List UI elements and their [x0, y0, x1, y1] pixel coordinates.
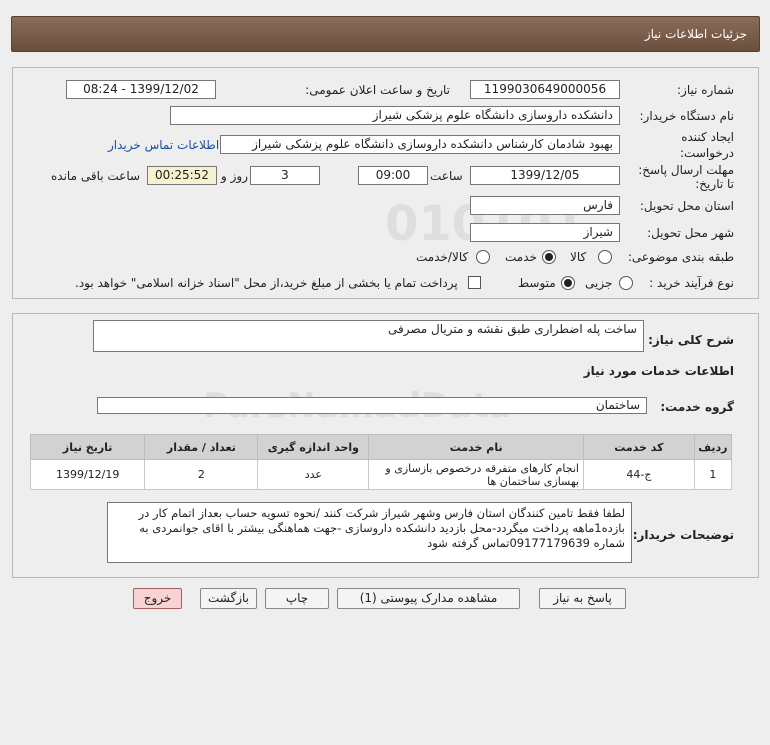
process-option-medium: متوسط	[518, 276, 556, 290]
remaining-label: ساعت باقی مانده	[51, 169, 141, 183]
table-header-row	[31, 435, 732, 460]
page-header	[11, 16, 760, 52]
page-title: جزئیات اطلاعات نیاز	[644, 27, 747, 41]
col-service-name: نام خدمت	[369, 435, 584, 460]
cell-row-number: 1	[694, 460, 731, 490]
time-label: ساعت	[430, 169, 463, 183]
service-group-label: گروه خدمت:	[660, 400, 734, 414]
col-unit: واحد اندازه گیری	[258, 435, 369, 460]
city-label: شهر محل تحویل:	[647, 226, 734, 240]
table-row	[31, 460, 732, 490]
need-number-label: شماره نیاز:	[677, 83, 734, 97]
service-group-field: ساختمان	[97, 397, 647, 414]
category-option-service: خدمت	[505, 250, 537, 264]
province-field: فارس	[470, 196, 620, 215]
cell-service-name: انجام کارهای متفرقه درخصوص بازسازی و بهسازی ساختمان ها	[369, 460, 584, 490]
category-radio-service[interactable]	[542, 250, 556, 264]
cell-unit: عدد	[258, 460, 369, 490]
process-option-minor: جزیی	[585, 276, 613, 290]
cell-quantity: 2	[145, 460, 258, 490]
cell-service-code: ج-44	[584, 460, 695, 490]
province-label: استان محل تحویل:	[639, 199, 734, 213]
category-label: طبقه بندی موضوعی:	[627, 250, 734, 264]
announce-label: تاریخ و ساعت اعلان عمومی:	[305, 83, 450, 97]
announce-field: 1399/12/02 - 08:24	[66, 80, 216, 99]
general-desc-field: ساخت پله اضطراری طبق نقشه و متریال مصرفی	[93, 320, 644, 352]
services-table	[30, 434, 732, 490]
process-radio-medium[interactable]	[561, 276, 575, 290]
process-radio-minor[interactable]	[619, 276, 633, 290]
category-radio-goods-service[interactable]	[476, 250, 490, 264]
deadline-label-2: تا تاریخ:	[695, 177, 734, 191]
days-label: روز و	[221, 169, 248, 183]
deadline-date-field: 1399/12/05	[470, 166, 620, 185]
deadline-time-field: 09:00	[358, 166, 428, 185]
process-label: نوع فرآیند خرید :	[649, 276, 734, 290]
col-quantity: تعداد / مقدار	[145, 435, 258, 460]
city-field: شیراز	[470, 223, 620, 242]
need-number-field: 1199030649000056	[470, 80, 620, 99]
creator-label-2: درخواست:	[680, 146, 734, 160]
creator-field: بهبود شادمان کارشناس دانشکده داروسازی دانشگاه علوم پزشکی شیراز	[220, 135, 620, 154]
creator-label-1: ایجاد کننده	[681, 130, 734, 144]
treasury-checkbox[interactable]	[468, 276, 481, 289]
treasury-note: پرداخت تمام یا بخشی از مبلغ خرید،از محل "اسناد خزانه اسلامی" خواهد بود.	[75, 276, 458, 290]
back-button[interactable]: بازگشت	[200, 588, 257, 609]
print-button[interactable]: چاپ	[265, 588, 329, 609]
deadline-label-1: مهلت ارسال پاسخ:	[638, 163, 734, 177]
category-radio-goods[interactable]	[598, 250, 612, 264]
category-option-goods-service: کالا/خدمت	[416, 250, 469, 264]
buyer-notes-field: لطفا فقط تامین کنندگان استان فارس وشهر شیراز شرکت کنند /نحوه تسویه حساب بعداز اتمام کار در بازده1ماهه پرداخت میگردد-محل بازدید دانشکده داروسازی -جهت هماهنگی بیشتر با اقای جوانمردی به شماره 09177179639تماس گرفته شود	[107, 502, 632, 563]
buyer-org-label: نام دستگاه خریدار:	[639, 109, 734, 123]
cell-need-date: 1399/12/19	[31, 460, 145, 490]
general-desc-label: شرح کلی نیاز:	[648, 333, 734, 347]
remaining-time-field: 00:25:52	[147, 166, 217, 185]
buyer-notes-label: توضیحات خریدار:	[632, 528, 734, 542]
services-info-heading: اطلاعات خدمات مورد نیاز	[583, 364, 734, 378]
exit-button[interactable]: خروج	[133, 588, 182, 609]
col-need-date: تاریخ نیاز	[31, 435, 145, 460]
buyer-org-field: دانشکده داروسازی دانشگاه علوم پزشکی شیراز	[170, 106, 620, 125]
reply-button[interactable]: پاسخ به نیاز	[539, 588, 626, 609]
view-attachments-button[interactable]: مشاهده مدارک پیوستی (1)	[337, 588, 520, 609]
col-service-code: کد خدمت	[584, 435, 695, 460]
category-option-goods: کالا	[570, 250, 587, 264]
contact-info-link[interactable]: اطلاعات تماس خریدار	[108, 138, 220, 152]
days-field: 3	[250, 166, 320, 185]
col-row-number: ردیف	[694, 435, 731, 460]
